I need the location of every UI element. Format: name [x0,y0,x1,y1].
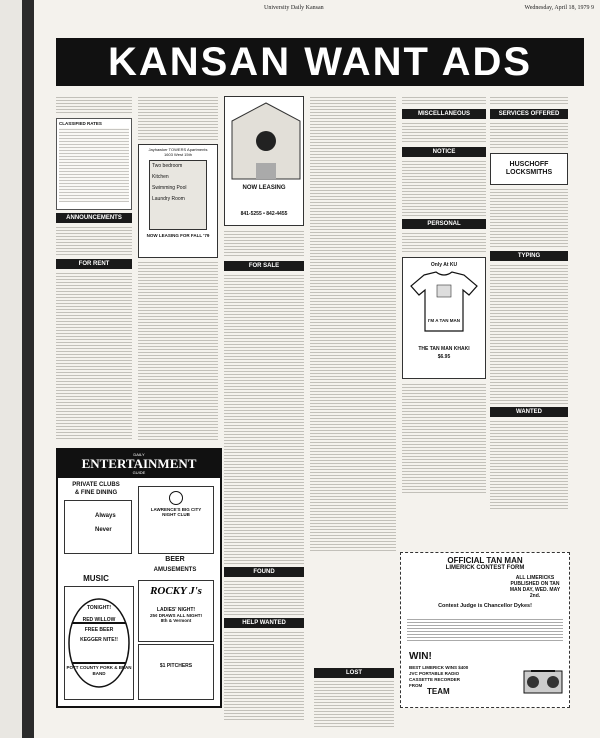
paper-name: University Daily Kansan [264,5,324,11]
night-club-ad [138,486,214,554]
radio-cassette-icon [523,665,563,695]
contest-publish-note: ALL LIMERICKS PUBLISHED ON TAN MAN DAY, WED. MAY 2nd. [509,575,561,599]
classified-info-box [56,118,132,210]
apartment-ad-phone: 1603 West 15th [164,152,192,157]
column-4 [310,96,396,736]
now-leasing-ad [224,96,304,226]
club-logo-icon [169,491,183,505]
ent-pitchers: $1 PITCHERS [159,663,193,669]
ent-rockys: ROCKY J's [150,585,202,597]
column-1 [56,96,132,441]
section-services-offered: SERVICES OFFERED [490,109,568,119]
ent-kegger: KEGGER NITE!! [80,637,118,643]
ent-free-beer: FREE BEER [84,627,114,633]
apartment-feature-3: Swimming Pool [152,185,187,191]
section-for-rent: FOR RENT [56,259,132,269]
always-never-ad [64,500,132,554]
ent-lawrences: LAWRENCE'S BIG CITY NIGHT CLUB [150,507,202,517]
column-6 [490,96,568,556]
now-leasing-phone: 841-5255 • 842-4455 [240,211,288,217]
section-miscellaneous: MISCELLANEOUS [402,109,486,119]
tan-man-shirt-text: I'M A TAN MAN [428,318,460,323]
entertainment-guide [56,448,222,708]
apartment-ad-footer: NOW LEASING FOR FALL '79 [146,233,210,238]
ent-dining: & FINE DINING [74,490,118,496]
tan-man-top: Only At KU [430,262,458,268]
page-title: KANSAN WANT ADS [56,38,584,86]
section-personal: PERSONAL [402,219,486,229]
apartment-feature-2: Kitchen [152,174,169,180]
section-found: FOUND [224,567,304,577]
apartment-ad-title: Jayhawker TOWERS Apartments [148,147,208,152]
section-wanted: WANTED [490,407,568,417]
jayhawker-towers-ad [138,144,218,258]
ent-clubs: PRIVATE CLUBS [72,482,120,488]
contest-win: WIN! [409,651,432,662]
page-header [34,3,600,13]
tshirt-illustration [409,271,479,333]
adjacent-page-edge [0,0,22,738]
ent-always: Always [95,513,116,519]
ent-beer: BEER [165,556,185,563]
ent-tonight: TONIGHT! [86,605,112,611]
column-2 [138,96,218,441]
tan-man-ad [402,257,486,379]
entertainment-header [58,450,220,478]
ent-never: Never [95,527,112,533]
pitchers-ad [138,644,214,700]
ent-potty: POTT COUNTY PORK & BEAN BAND [66,665,132,676]
section-announcements: ANNOUNCEMENTS [56,213,132,223]
newspaper-page [34,0,600,738]
section-help-wanted: HELP WANTED [224,618,304,628]
rockys-ad [138,580,214,642]
ent-amusements: AMUSEMENTS [153,567,197,573]
ent-red-willow: RED WILLOW [82,617,116,623]
section-lost: LOST [314,668,394,678]
tan-man-caption: THE TAN MAN KHAKI [418,346,470,352]
limerick-contest-form [400,552,570,708]
ent-ladies: LADIES' NIGHT! [156,607,196,613]
column-3 [224,96,304,736]
locksmith-ad [490,153,568,185]
contest-prize: BEST LIMERICK WINS $400 JVC PORTABLE RADIO CASSETTE RECORDER FROM [409,665,469,688]
apartment-feature-1: Two bedroom [152,163,183,169]
contest-title: OFFICIAL TAN MAN [447,556,523,565]
locksmith-name: HUSCHOFF LOCKSMITHS [505,161,553,176]
ent-music: MUSIC [83,574,109,583]
now-leasing-label: NOW LEASING [242,185,286,191]
ent-daily: DAILY [133,452,145,457]
ent-draws: 25¢ DRAWS ALL NIGHT! [149,613,202,618]
contest-judge: Contest Judge is Chancellor Dykes! [438,603,532,609]
ent-guide: GUIDE [132,470,146,475]
column-5 [402,96,486,566]
ent-title: ENTERTAINMENT [81,456,197,471]
kegger-ad [64,586,134,700]
contest-subtitle: LIMERICK CONTEST FORM [445,565,525,571]
apartment-ad-image [149,160,207,230]
building-illustration [226,99,304,189]
section-typing: TYPING [490,251,568,261]
date-page: Wednesday, April 18, 1979 9 [524,5,594,11]
lost-listings [314,680,394,728]
tan-man-price: $6.95 [437,354,451,360]
section-for-sale: FOR SALE [224,261,304,271]
section-notice: NOTICE [402,147,486,157]
classified-rates-heading: CLASSIFIED RATES [59,121,102,126]
apartment-feature-4: Laundry Room [152,196,185,202]
limerick-entry-lines[interactable] [407,617,563,643]
ent-address: 8th & Vermont [160,618,192,623]
team-logo: TEAM [427,687,450,696]
